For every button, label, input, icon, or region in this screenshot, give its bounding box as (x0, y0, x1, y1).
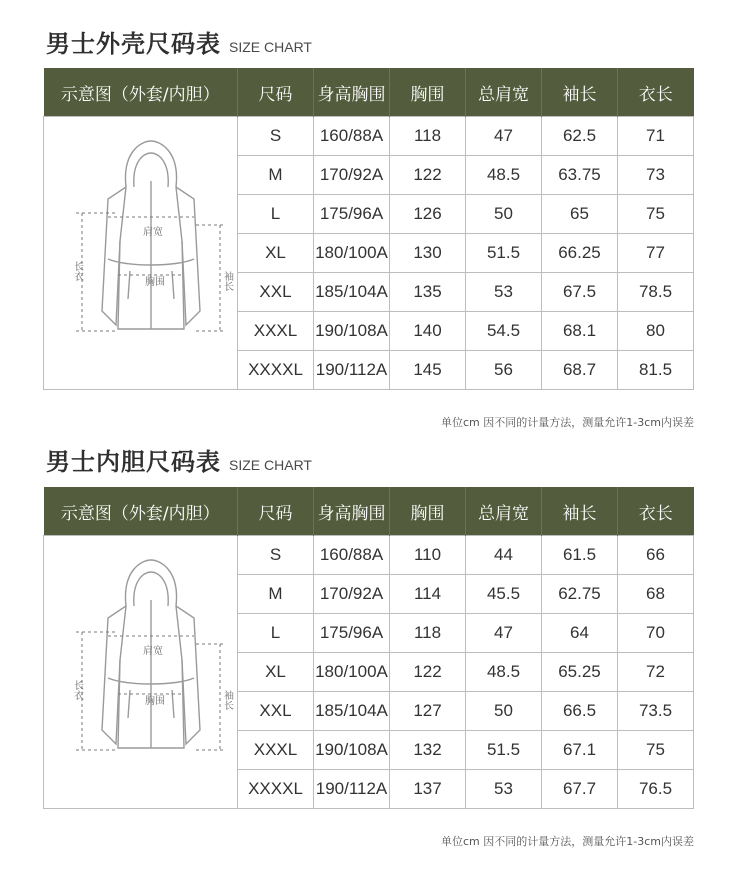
cell-shoulder: 50 (466, 195, 542, 234)
col-header-height-chest: 身高胸围 (314, 68, 390, 117)
outer-table-body (44, 117, 694, 390)
col-header-sleeve: 袖长 (542, 487, 618, 536)
cell-shoulder: 51.5 (466, 731, 542, 770)
cell-size: L (238, 195, 314, 234)
cell-size: XXXXL (238, 770, 314, 809)
table-row (44, 536, 694, 575)
cell-sleeve: 65.25 (542, 653, 618, 692)
cell-height-chest: 185/104A (314, 273, 390, 312)
cell-size: M (238, 575, 314, 614)
cell-sleeve: 61.5 (542, 536, 618, 575)
cell-size: M (238, 156, 314, 195)
cell-shoulder: 47 (466, 117, 542, 156)
cell-length: 76.5 (618, 770, 694, 809)
inner-note: 单位cm 因不同的计量方法，测量允许1-3cm内误差 (441, 835, 694, 848)
cell-chest: 137 (390, 770, 466, 809)
cell-chest: 122 (390, 653, 466, 692)
cell-size: XXL (238, 692, 314, 731)
cell-length: 81.5 (618, 351, 694, 390)
col-header-length: 衣长 (618, 68, 694, 117)
table-row (44, 117, 694, 156)
cell-size: S (238, 117, 314, 156)
col-header-size: 尺码 (238, 487, 314, 536)
cell-chest: 127 (390, 692, 466, 731)
cell-height-chest: 170/92A (314, 156, 390, 195)
col-header-shoulder: 总肩宽 (466, 68, 542, 117)
col-header-length: 衣长 (618, 487, 694, 536)
label-length: 长衣 (71, 260, 82, 281)
cell-sleeve: 64 (542, 614, 618, 653)
cell-shoulder: 45.5 (466, 575, 542, 614)
inner-title-en: SIZE CHART (229, 457, 312, 473)
cell-chest: 132 (390, 731, 466, 770)
jacket-diagram-icon (46, 540, 236, 800)
cell-size: S (238, 536, 314, 575)
cell-sleeve: 66.5 (542, 692, 618, 731)
outer-title (46, 24, 312, 59)
cell-chest: 122 (390, 156, 466, 195)
col-header-chest: 胸围 (390, 68, 466, 117)
cell-chest: 126 (390, 195, 466, 234)
cell-height-chest: 185/104A (314, 692, 390, 731)
inner-size-table (43, 487, 694, 809)
cell-shoulder: 53 (466, 273, 542, 312)
cell-chest: 130 (390, 234, 466, 273)
label-shoulder: 肩宽 (142, 645, 163, 657)
cell-height-chest: 190/108A (314, 731, 390, 770)
cell-sleeve: 67.1 (542, 731, 618, 770)
cell-sleeve: 68.1 (542, 312, 618, 351)
cell-height-chest: 180/100A (314, 234, 390, 273)
col-header-diagram: 示意图（外套/内胆） (44, 68, 238, 117)
cell-chest: 135 (390, 273, 466, 312)
inner-title-cn: 男士内胆尺码表 (46, 448, 221, 476)
label-sleeve: 袖长 (221, 270, 232, 291)
outer-title-en: SIZE CHART (229, 39, 312, 55)
cell-length: 68 (618, 575, 694, 614)
cell-shoulder: 56 (466, 351, 542, 390)
cell-sleeve: 68.7 (542, 351, 618, 390)
cell-shoulder: 53 (466, 770, 542, 809)
jacket-diagram (44, 536, 238, 809)
cell-length: 66 (618, 536, 694, 575)
cell-shoulder: 50 (466, 692, 542, 731)
cell-chest: 140 (390, 312, 466, 351)
cell-sleeve: 65 (542, 195, 618, 234)
cell-shoulder: 51.5 (466, 234, 542, 273)
cell-height-chest: 175/96A (314, 195, 390, 234)
col-header-sleeve: 袖长 (542, 68, 618, 117)
cell-shoulder: 48.5 (466, 653, 542, 692)
inner-header-row (44, 487, 694, 536)
cell-height-chest: 190/112A (314, 770, 390, 809)
cell-shoulder: 47 (466, 614, 542, 653)
cell-sleeve: 67.7 (542, 770, 618, 809)
col-header-height-chest: 身高胸围 (314, 487, 390, 536)
cell-size: XL (238, 234, 314, 273)
label-chest: 胸围 (144, 695, 165, 707)
cell-shoulder: 48.5 (466, 156, 542, 195)
cell-length: 75 (618, 731, 694, 770)
cell-length: 80 (618, 312, 694, 351)
cell-size: XXL (238, 273, 314, 312)
cell-height-chest: 180/100A (314, 653, 390, 692)
outer-header-row (44, 68, 694, 117)
outer-note: 单位cm 因不同的计量方法，测量允许1-3cm内误差 (441, 416, 694, 429)
label-chest: 胸围 (144, 276, 165, 288)
cell-sleeve: 66.25 (542, 234, 618, 273)
cell-height-chest: 170/92A (314, 575, 390, 614)
col-header-shoulder: 总肩宽 (466, 487, 542, 536)
cell-height-chest: 160/88A (314, 117, 390, 156)
col-header-chest: 胸围 (390, 487, 466, 536)
cell-shoulder: 44 (466, 536, 542, 575)
cell-length: 71 (618, 117, 694, 156)
cell-length: 70 (618, 614, 694, 653)
cell-size: L (238, 614, 314, 653)
cell-length: 77 (618, 234, 694, 273)
inner-title (46, 442, 312, 477)
cell-shoulder: 54.5 (466, 312, 542, 351)
cell-height-chest: 190/112A (314, 351, 390, 390)
cell-chest: 114 (390, 575, 466, 614)
cell-size: XXXL (238, 731, 314, 770)
cell-chest: 145 (390, 351, 466, 390)
cell-chest: 118 (390, 117, 466, 156)
cell-size: XL (238, 653, 314, 692)
cell-sleeve: 67.5 (542, 273, 618, 312)
cell-length: 72 (618, 653, 694, 692)
outer-title-cn: 男士外壳尺码表 (46, 30, 221, 58)
cell-sleeve: 63.75 (542, 156, 618, 195)
label-sleeve: 袖长 (221, 689, 232, 710)
cell-chest: 110 (390, 536, 466, 575)
cell-length: 75 (618, 195, 694, 234)
cell-length: 73 (618, 156, 694, 195)
cell-chest: 118 (390, 614, 466, 653)
col-header-diagram: 示意图（外套/内胆） (44, 487, 238, 536)
cell-length: 78.5 (618, 273, 694, 312)
jacket-diagram-icon (46, 121, 236, 381)
jacket-diagram (44, 117, 238, 390)
cell-height-chest: 160/88A (314, 536, 390, 575)
cell-size: XXXL (238, 312, 314, 351)
cell-sleeve: 62.5 (542, 117, 618, 156)
inner-table-body (44, 536, 694, 809)
outer-size-table (43, 68, 694, 390)
cell-length: 73.5 (618, 692, 694, 731)
col-header-size: 尺码 (238, 68, 314, 117)
label-shoulder: 肩宽 (142, 226, 163, 238)
cell-size: XXXXL (238, 351, 314, 390)
label-length: 长衣 (71, 679, 82, 700)
cell-sleeve: 62.75 (542, 575, 618, 614)
cell-height-chest: 175/96A (314, 614, 390, 653)
cell-height-chest: 190/108A (314, 312, 390, 351)
